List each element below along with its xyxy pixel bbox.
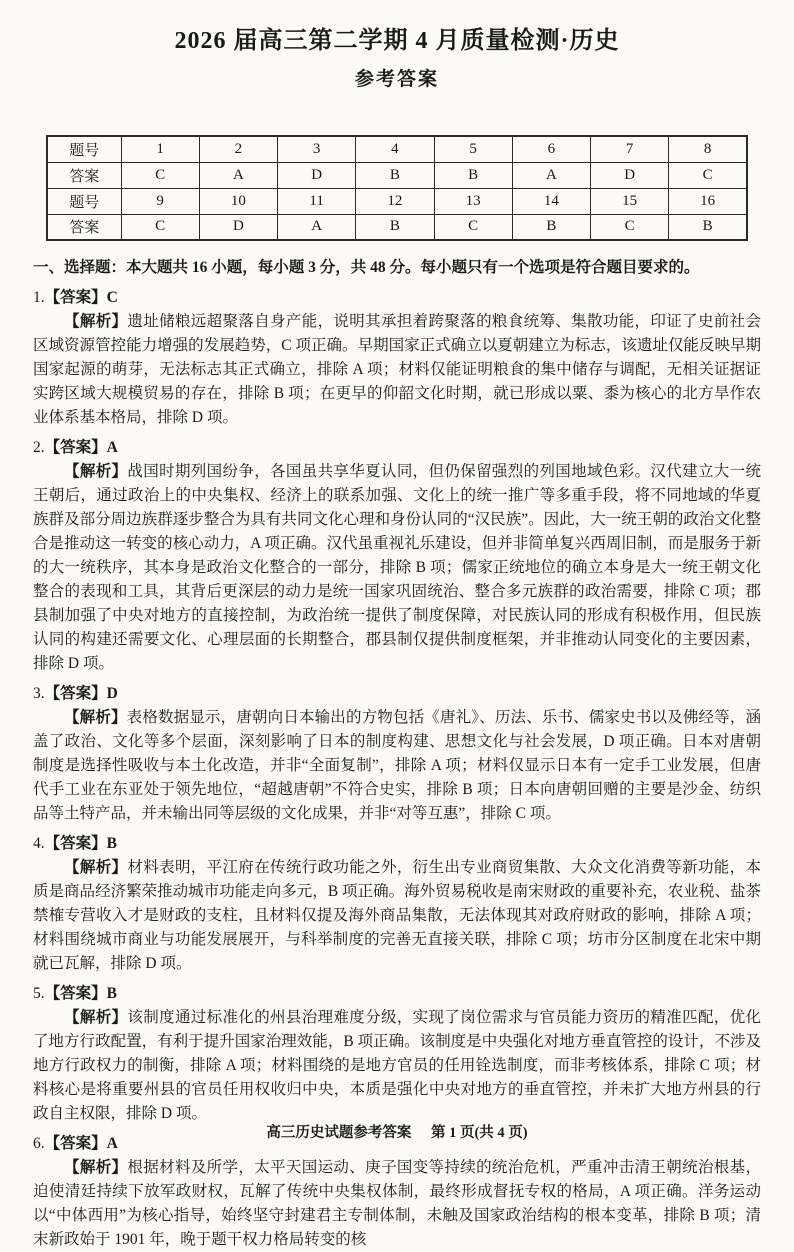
analysis-paragraph — [33, 856, 761, 976]
table-cell: 16 — [669, 188, 747, 214]
row-header: 答案 — [47, 214, 121, 240]
page-footer — [0, 1121, 794, 1142]
answer-line — [33, 833, 761, 855]
answer-line — [33, 683, 761, 705]
table-cell: C — [121, 214, 199, 240]
answer-number: 5. — [33, 985, 45, 1002]
table-row-question-numbers-1 — [47, 136, 747, 162]
answer-block-1 — [33, 287, 761, 430]
answer-letter: C — [106, 289, 118, 306]
answer-tag: 【答案】 — [44, 985, 107, 1002]
table-cell: C — [121, 162, 199, 188]
table-cell: A — [278, 214, 356, 240]
table-cell: B — [434, 162, 512, 188]
row-header: 题号 — [47, 188, 121, 214]
table-cell: 5 — [434, 136, 512, 162]
table-cell: B — [356, 214, 434, 240]
answer-tag: 【答案】 — [44, 835, 107, 852]
table-cell: 15 — [591, 188, 669, 214]
table-cell: 8 — [669, 136, 747, 162]
table-cell: B — [512, 214, 590, 240]
table-row-question-numbers-2 — [47, 188, 747, 214]
page-title: 2026 届高三第二学期 4 月质量检测·历史 — [174, 28, 620, 54]
table-cell: A — [512, 162, 590, 188]
table-cell: 9 — [121, 188, 199, 214]
table-cell: B — [356, 162, 434, 188]
table-cell: 2 — [199, 136, 277, 162]
analysis-paragraph — [33, 1156, 761, 1252]
analysis-tag: 【解析】 — [64, 859, 128, 876]
answer-tag: 【答案】 — [44, 439, 107, 456]
answer-tag: 【答案】 — [44, 685, 107, 702]
table-row-answers-2 — [47, 214, 747, 240]
table-cell: 13 — [434, 188, 512, 214]
table-cell: 14 — [512, 188, 590, 214]
table-cell: 4 — [356, 136, 434, 162]
analysis-text: 表格数据显示，唐朝向日本输出的方物包括《唐礼》、历法、乐书、儒家史书以及佛经等，涵盖了政治、文化等多个层面，深刻影响了日本的制度构建、思想文化与社会发展，D 项正确。日本对唐朝制度是选择性吸收与本土化改造，并非“全面复制”，排除 A 项；材料仅显示日本有一定手工业发展，但唐代手工业在东亚处于领先地位，“超越唐朝”不符合史实，排除 B 项；日本向唐朝回赠的主要是沙金、纺织品等土特产品，并未输出同等层级的文化成果，并非“对等互惠”，排除 C 项。 — [33, 709, 761, 822]
answer-letter: D — [106, 685, 118, 702]
analysis-tag: 【解析】 — [64, 709, 127, 726]
answer-block-2 — [33, 437, 761, 676]
answer-line — [33, 983, 761, 1005]
answer-line — [33, 437, 761, 459]
table-cell: 3 — [278, 136, 356, 162]
row-header: 答案 — [47, 162, 121, 188]
analysis-paragraph — [33, 706, 761, 826]
answer-tag: 【答案】 — [44, 1135, 107, 1152]
footer-page-number: 第 1 页(共 4 页) — [430, 1125, 528, 1141]
analysis-tag: 【解析】 — [64, 1009, 128, 1026]
table-cell: 12 — [356, 188, 434, 214]
analysis-tag: 【解析】 — [64, 1159, 128, 1176]
answer-number: 3. — [33, 685, 45, 702]
answer-letter: B — [106, 835, 117, 852]
analysis-text: 遗址储粮远超聚落自身产能，说明其承担着跨聚落的粮食统筹、集散功能，印证了史前社会区域资源管控能力增强的发展趋势，C 项正确。早期国家正式确立以夏朝建立为标志，该遗址仅能反映早期国家起源的萌芽，无法标志其正式确立，排除 A 项；材料仅能证明粮食的集中储存与调配，无相关证据证实跨区域大规模贸易的存在，排除 B 项；在更早的仰韶文化时期，就已形成以粟、黍为核心的北方旱作农业体系基本格局，排除 D 项。 — [33, 313, 761, 426]
table-cell: C — [669, 162, 747, 188]
row-header: 题号 — [47, 136, 121, 162]
answer-line — [33, 287, 761, 309]
answer-number: 6. — [33, 1135, 45, 1152]
answer-block-6 — [33, 1133, 761, 1252]
table-cell: C — [434, 214, 512, 240]
answer-number: 4. — [33, 835, 45, 852]
analysis-paragraph — [33, 460, 761, 676]
table-cell: A — [199, 162, 277, 188]
table-cell: D — [591, 162, 669, 188]
answer-letter: B — [106, 985, 117, 1002]
answer-block-3 — [33, 683, 761, 826]
table-cell: 10 — [199, 188, 277, 214]
table-cell: 7 — [591, 136, 669, 162]
analysis-tag: 【解析】 — [64, 463, 128, 480]
analysis-paragraph — [33, 1006, 761, 1126]
table-cell: D — [278, 162, 356, 188]
table-row-answers-1 — [47, 162, 747, 188]
answer-letter: A — [106, 439, 118, 456]
table-cell: 6 — [512, 136, 590, 162]
answer-table — [46, 135, 748, 241]
table-cell: D — [199, 214, 277, 240]
answer-letter: A — [106, 1135, 118, 1152]
answer-number: 2. — [33, 439, 45, 456]
analysis-text: 材料表明，平江府在传统行政功能之外，衍生出专业商贸集散、大众文化消费等新功能，本质是商品经济繁荣推动城市功能走向多元，B 项正确。海外贸易税收是南宋财政的重要补充，农业税、盐茶禁榷专营收入才是财政的支柱，且材料仅提及海外商品集散，无法体现其对政府财政的影响，排除 A 项；材料围绕城市商业与功能发展展开，与科举制度的完善无直接关联，排除 C 项；坊市分区制度在北宋中期就已瓦解，排除 D 项。 — [33, 859, 761, 972]
answer-block-5 — [33, 983, 761, 1126]
table-cell: 11 — [278, 188, 356, 214]
analysis-tag: 【解析】 — [64, 313, 128, 330]
analysis-text: 根据材料及所学，太平天国运动、庚子国变等持续的统治危机，严重冲击清王朝统治根基，迫使清廷持续下放军政财权，瓦解了传统中央集权体制，最终形成督抚专权的格局，A 项正确。洋务运动以“中体西用”为核心指导，始终坚守封建君主专制体制，未触及国家政治结构的根本变革，排除 B 项；清末新政始于 1901 年，晚于题干权力格局转变的核 — [33, 1159, 761, 1248]
answer-tag: 【答案】 — [44, 289, 107, 306]
table-cell: B — [669, 214, 747, 240]
analysis-text: 该制度通过标准化的州县治理难度分级，实现了岗位需求与官员能力资历的精准匹配，优化了地方行政配置，有利于提升国家治理效能，B 项正确。该制度是中央强化对地方垂直管控的设计，不涉及地方行政权力的制衡，排除 A 项；材料围绕的是地方官员的任用铨选制度，而非考核体系，排除 C 项；材料核心是将重要州县的官员任用权收归中央，本质是强化中央对地方的垂直管控，并未扩大地方州县的行政自主权限，排除 D 项。 — [33, 1009, 761, 1122]
answer-number: 1. — [33, 289, 45, 306]
analysis-text: 战国时期列国纷争，各国虽共享华夏认同，但仍保留强烈的列国地域色彩。汉代建立大一统王朝后，通过政治上的中央集权、经济上的联系加强、文化上的统一推广等多重手段，将不同地域的华夏族群及部分周边族群逐步整合为具有共同文化心理和身份认同的“汉民族”。因此，大一统王朝的政治文化整合是推动这一转变的核心动力，A 项正确。汉代虽重视礼乐建设，但并非简单复兴西周旧制，而是服务于新的大一统秩序，其本身是政治文化整合的一部分，排除 B 项；儒家正统地位的确立本身是大一统王朝文化整合的表现和工具，其背后更深层的动力是统一国家巩固统治、整合多元族群的政治需要，排除 C 项；郡县制加强了中央对地方的直接控制，为政治统一提供了制度保障，对民族认同的形成有积极作用，但民族认同的构建还需要文化、心理层面的长期整合，郡县制仅提供制度框架，并非推动认同变化的主要因素，排除 D 项。 — [33, 463, 761, 672]
footer-document-name: 高三历史试题参考答案 — [266, 1125, 412, 1141]
analysis-paragraph — [33, 310, 761, 430]
table-cell: 1 — [121, 136, 199, 162]
page-subtitle: 参考答案 — [354, 69, 439, 90]
section-heading: 一、选择题：本大题共 16 小题，每小题 3 分，共 48 分。每小题只有一个选项是符合题目要求的。 — [33, 259, 700, 276]
table-cell: C — [591, 214, 669, 240]
answer-block-4 — [33, 833, 761, 976]
